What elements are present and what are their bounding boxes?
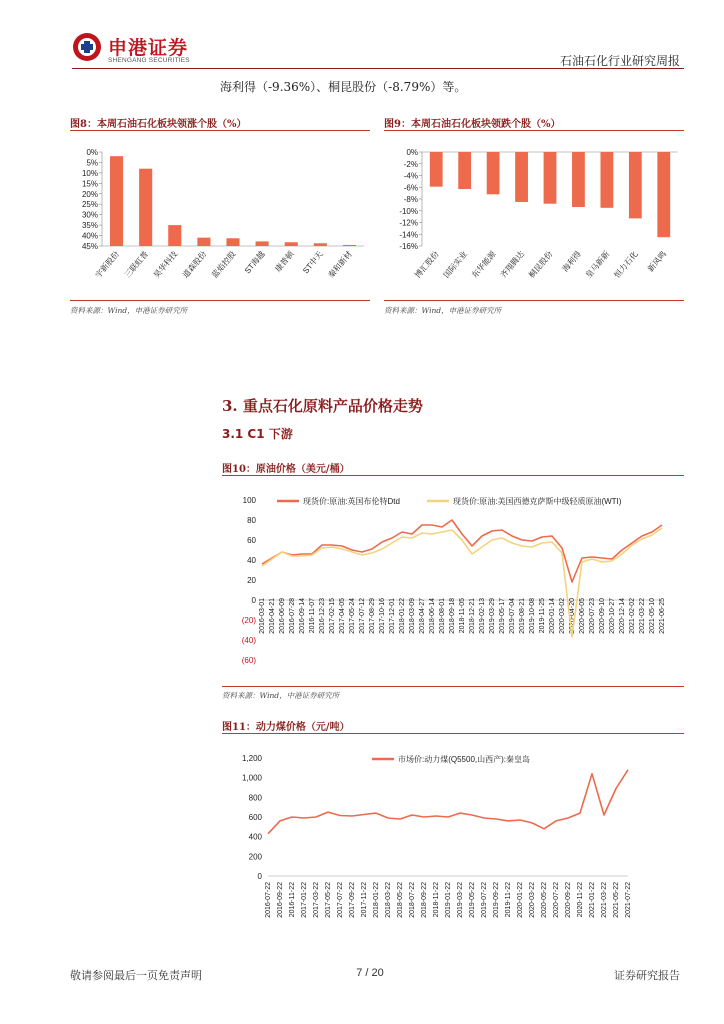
fig9-chart [384, 140, 684, 300]
fig11-xtick-label: 2016-07-22 [265, 882, 272, 918]
fig10-xtick-label: 2018-08-01 [439, 598, 446, 634]
header-divider [72, 68, 684, 69]
fig10-xtick-label: 2018-04-27 [419, 598, 426, 634]
fig11-xtick-label: 2019-01-22 [445, 882, 452, 918]
fig9-bar [487, 152, 500, 194]
subsection-heading: 3.1 C1 下游 [222, 427, 293, 441]
fig11-xtick-label: 2018-01-22 [373, 882, 380, 918]
footer-report-type: 证券研究报告 [614, 969, 680, 982]
fig10-xtick-label: 2016-09-14 [299, 598, 306, 634]
fig11-ytick-label: 200 [248, 852, 262, 862]
fig9-ytick-label: 0% [406, 148, 418, 157]
fig10-xtick-label: 2019-08-21 [519, 598, 526, 634]
fig9-title: 图9：本周石油石化板块领跌个股（%） [384, 119, 561, 130]
footer-disclaimer: 敬请参阅最后一页免责声明 [70, 969, 202, 982]
fig10-chart [222, 488, 684, 683]
fig9-category-label: 桐昆股份 [527, 249, 555, 280]
fig10-xtick-label: 2020-07-23 [589, 598, 596, 634]
fig10-xtick-label: 2017-10-16 [379, 598, 386, 634]
fig11-xtick-label: 2017-05-22 [325, 882, 332, 918]
fig10-xtick-label: 2021-05-10 [649, 598, 656, 634]
fig8-source: 资料来源：Wind，申港证券研究所 [70, 306, 188, 315]
fig8-bar [256, 241, 269, 246]
fig11-xtick-label: 2019-05-22 [469, 882, 476, 918]
fig10-title-rule [222, 475, 684, 476]
intro-text: 海利得（-9.36%）、桐昆股份（-8.79%）等。 [220, 80, 467, 94]
fig10-xtick-label: 2017-12-01 [389, 598, 396, 634]
fig9-source-rule [384, 300, 684, 301]
fig11-xtick-label: 2017-03-22 [313, 882, 320, 918]
fig9-ytick-label: -2% [403, 159, 418, 169]
fig10-xtick-label: 2020-04-20 [569, 598, 576, 634]
fig11-ytick-label: 1,000 [241, 773, 262, 783]
fig8-category-label: ST海越 [242, 249, 267, 276]
fig11-xtick-label: 2020-01-22 [517, 882, 524, 918]
fig11-ytick-label: 0 [257, 872, 262, 881]
fig9-category-label: 皇马新新 [583, 249, 612, 280]
fig8-chart [70, 140, 370, 300]
fig10-xtick-label: 2019-02-13 [479, 598, 486, 634]
fig8-ytick-label: 15% [81, 179, 98, 189]
fig10-ytick-label: (40) [241, 636, 256, 645]
fig10-xtick-label: 2017-04-05 [339, 598, 346, 634]
fig8-bar [314, 243, 327, 246]
fig9-category-label: 新风鸣 [645, 249, 669, 274]
fig10-xtick-label: 2019-05-17 [499, 598, 506, 634]
fig11-xtick-label: 2020-05-22 [541, 882, 548, 918]
document-title: 石油石化行业研究周报 [559, 54, 680, 68]
fig8-bar [139, 169, 152, 246]
fig10-xtick-label: 2017-07-12 [359, 598, 366, 634]
fig10-xtick-label: 2019-07-04 [509, 598, 516, 634]
fig9-bar [544, 152, 557, 204]
fig10-xtick-label: 2021-03-22 [639, 598, 646, 634]
fig10-xtick-label: 2016-12-23 [319, 598, 326, 634]
fig10-ytick-label: (20) [241, 616, 256, 625]
fig10-xtick-label: 2019-03-29 [489, 598, 496, 634]
fig8-bar [226, 238, 239, 246]
fig8-category-label: 昊华科技 [151, 249, 180, 280]
fig11-xtick-label: 2017-11-22 [361, 882, 368, 918]
fig11-xtick-label: 2016-09-22 [277, 882, 284, 918]
fig9-category-label: 博汇股份 [413, 249, 441, 280]
fig9-ytick-label: -10% [399, 206, 418, 216]
fig8-ytick-label: 25% [81, 200, 98, 210]
fig10-xtick-label: 2019-11-25 [539, 598, 546, 634]
page-number: 7 / 20 [356, 967, 384, 979]
fig9-bar [430, 152, 443, 187]
fig10-ytick-label: 100 [242, 496, 256, 505]
fig9-title-rule [384, 130, 684, 131]
fig10-xtick-label: 2020-09-10 [599, 598, 606, 634]
fig11-xtick-label: 2019-09-22 [493, 882, 500, 918]
fig8-ytick-label: 10% [81, 168, 98, 178]
fig9-category-label: 齐翔腾达 [498, 249, 527, 280]
fig10-xtick-label: 2018-09-18 [449, 598, 456, 634]
fig9-bar [515, 152, 528, 202]
fig10-xtick-label: 2016-07-28 [289, 598, 296, 634]
fig10-xtick-label: 2016-11-07 [309, 598, 316, 634]
fig10-xtick-label: 2017-08-29 [369, 598, 376, 634]
fig11-xtick-label: 2019-07-22 [481, 882, 488, 918]
fig11-xtick-label: 2017-01-22 [301, 882, 308, 918]
fig10-ytick-label: 0 [251, 596, 256, 605]
fig8-bar [343, 245, 356, 246]
fig11-xtick-label: 2021-05-22 [613, 882, 620, 918]
fig9-category-label: 恒力石化 [612, 249, 640, 280]
fig11-title: 图11：动力煤价格（元/吨） [222, 722, 350, 733]
fig8-category-label: 宇新股份 [93, 249, 122, 280]
fig11-title-rule [222, 733, 684, 734]
fig9-ytick-label: -6% [403, 183, 418, 193]
fig11-xtick-label: 2018-07-22 [409, 882, 416, 918]
fig8-bar [285, 242, 298, 246]
fig9-ytick-label: -4% [403, 171, 418, 181]
fig11-legend-label: 市场价:动力煤(Q5500,山西产):秦皇岛 [398, 755, 531, 764]
fig8-title: 图8：本周石油石化板块领涨个股（%） [70, 119, 247, 130]
fig10-xtick-label: 2018-03-09 [409, 598, 416, 634]
fig9-category-label: 东华能源 [470, 249, 498, 280]
fig10-ytick-label: 60 [247, 536, 256, 545]
fig9-ytick-label: -16% [399, 242, 418, 251]
fig9-category-label: 海利得 [560, 249, 583, 274]
logo-emblem-icon [72, 32, 102, 62]
fig8-bar [110, 156, 123, 246]
fig11-ytick-label: 600 [248, 813, 262, 822]
fig11-chart [222, 748, 684, 948]
fig10-ytick-label: (60) [241, 656, 256, 665]
fig10-xtick-label: 2021-02-02 [629, 598, 636, 634]
fig11-xtick-label: 2018-09-22 [421, 882, 428, 918]
fig8-source-rule [70, 300, 370, 301]
fig11-xtick-label: 2021-01-22 [589, 882, 596, 918]
fig11-xtick-label: 2018-05-22 [397, 882, 404, 918]
fig10-series-line [262, 520, 662, 582]
fig8-ytick-label: 35% [81, 221, 98, 231]
fig10-xtick-label: 2018-06-14 [429, 598, 436, 634]
fig8-category-label: 三联虹普 [122, 249, 151, 280]
fig10-xtick-label: 2020-10-27 [609, 598, 616, 634]
fig9-source: 资料来源：Wind，申港证券研究所 [384, 306, 502, 315]
fig10-source: 资料来源：Wind，中港证券研究所 [222, 691, 340, 700]
fig8-ytick-label: 45% [81, 242, 98, 251]
fig9-bar [572, 152, 585, 207]
fig11-ytick-label: 400 [248, 832, 262, 842]
fig10-source-rule [222, 686, 684, 687]
fig8-bar [168, 225, 181, 246]
fig8-category-label: 道森股份 [180, 249, 209, 280]
fig8-ytick-label: 0% [86, 148, 98, 157]
fig8-title-rule [70, 130, 370, 131]
fig11-xtick-label: 2017-09-22 [349, 882, 356, 918]
section-heading: 3. 重点石化原料产品价格走势 [222, 397, 423, 415]
fig9-bar [600, 152, 613, 208]
fig8-category-label: 康普顿 [273, 249, 296, 274]
fig11-xtick-label: 2020-07-22 [553, 882, 560, 918]
fig10-ytick-label: 20 [247, 576, 256, 585]
fig10-xtick-label: 2016-06-09 [279, 598, 286, 634]
fig10-xtick-label: 2018-11-05 [459, 598, 466, 634]
fig10-xtick-label: 2016-03-01 [259, 598, 266, 634]
fig10-xtick-label: 2016-04-21 [269, 598, 276, 634]
logo-english-name: SHENGANG SECURITIES [108, 57, 190, 64]
fig10-ytick-label: 40 [247, 556, 256, 565]
fig11-xtick-label: 2020-11-22 [577, 882, 584, 918]
fig10-xtick-label: 2020-12-14 [619, 598, 626, 634]
company-logo [72, 32, 232, 72]
fig11-series-line [268, 770, 628, 834]
fig10-title: 图10：原油价格（美元/桶） [222, 464, 350, 475]
fig10-xtick-label: 2020-01-14 [549, 598, 556, 634]
fig10-xtick-label: 2021-06-25 [659, 598, 666, 634]
fig9-bar [657, 152, 670, 237]
fig10-xtick-label: 2020-03-02 [559, 598, 566, 634]
logo-chinese-name: 申港证券 [108, 37, 189, 59]
fig9-ytick-label: -12% [399, 218, 418, 228]
fig8-category-label: ST中天 [301, 249, 325, 276]
fig11-xtick-label: 2021-07-22 [625, 882, 632, 918]
fig10-xtick-label: 2018-01-22 [399, 598, 406, 634]
fig11-xtick-label: 2016-11-22 [289, 882, 296, 918]
fig11-xtick-label: 2018-11-22 [433, 882, 440, 918]
fig10-xtick-label: 2017-05-24 [349, 598, 356, 634]
fig10-xtick-label: 2018-12-21 [469, 598, 476, 634]
fig9-ytick-label: -14% [399, 230, 418, 240]
fig10-xtick-label: 2020-06-05 [579, 598, 586, 634]
fig8-ytick-label: 30% [81, 210, 98, 220]
fig11-xtick-label: 2017-07-22 [337, 882, 344, 918]
fig8-ytick-label: 5% [86, 158, 98, 168]
fig11-xtick-label: 2021-03-22 [601, 882, 608, 918]
fig10-legend-label: 现货价:原油:英国布伦特Dtd [303, 497, 400, 506]
fig11-xtick-label: 2018-03-22 [385, 882, 392, 918]
fig8-category-label: 秦和新材 [326, 249, 354, 280]
fig8-ytick-label: 20% [81, 189, 98, 199]
fig8-ytick-label: 40% [81, 231, 98, 241]
fig8-category-label: 蓝焰控股 [210, 249, 238, 280]
fig11-ytick-label: 1,200 [241, 754, 262, 763]
fig11-xtick-label: 2019-03-22 [457, 882, 464, 918]
fig10-ytick-label: 80 [247, 516, 256, 525]
fig11-xtick-label: 2019-11-22 [505, 882, 512, 918]
fig9-ytick-label: -8% [403, 195, 418, 204]
fig9-bar [629, 152, 642, 218]
fig9-bar [458, 152, 471, 189]
fig10-xtick-label: 2019-10-08 [529, 598, 536, 634]
fig9-category-label: 国际实业 [441, 249, 470, 280]
fig11-ytick-label: 800 [248, 793, 262, 803]
fig8-bar [197, 238, 210, 246]
fig10-xtick-label: 2017-02-15 [329, 598, 336, 634]
fig11-xtick-label: 2020-09-22 [565, 882, 572, 918]
fig10-legend-label: 现货价:原油:美国西德克萨斯中级轻质原油(WTI) [453, 497, 622, 506]
fig11-xtick-label: 2020-03-22 [529, 882, 536, 918]
